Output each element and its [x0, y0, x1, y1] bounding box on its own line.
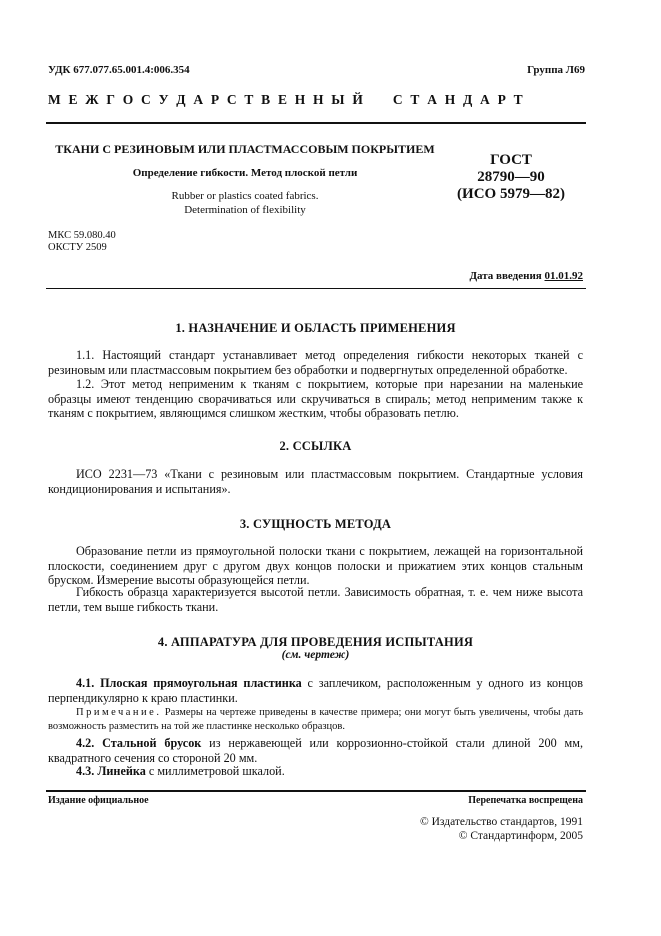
drawing-reference: (см. чертеж): [281, 649, 350, 661]
copyright-2005: © Стандартинформ, 2005: [458, 830, 583, 842]
section-1-paragraph-2: 1.2. Этот метод неприменим к тканям с покрытием, которые при нарезании на маленькие образцы имеют тенденцию сворачиваться или скручиваться в спираль; метод неприменим также к тканям с покрытием, являющимся слишком жестким, чтобы образовать петлю.: [48, 377, 583, 421]
introduction-date: [469, 270, 583, 282]
mks-code: МКС 59.080.40: [48, 230, 116, 241]
item-4-2-text: из нержавеющей или коррозионно-стойкой стали длиной 200 мм, квадратного сечения со стороной 20 мм.: [48, 736, 584, 765]
item-4-2: [48, 736, 583, 765]
copyright-1991: © Издательство стандартов, 1991: [419, 816, 583, 828]
udk-code: УДК 677.077.65.001.4:006.354: [48, 64, 190, 76]
standard-banner: М Е Ж Г О С У Д А Р С Т В Е Н Н Ы Й С Т А Н Д А Р Т: [48, 92, 525, 107]
section-2-title: 2. ССЫЛКА: [279, 439, 352, 453]
item-4-3-term: Линейка: [97, 764, 146, 778]
item-4-1-text: с заплечиком, расположенным у одного из концов перпендикулярно к краю пластинки.: [48, 676, 583, 705]
section-3-paragraph-2: Гибкость образца характеризуется высотой петли. Зависимость обратная, т. е. чем ниже высота петли, тем выше гибкость ткани.: [48, 585, 583, 614]
item-4-1-term: Плоская прямоугольная пластинка: [100, 676, 302, 690]
introduction-date-label: Дата введения: [469, 270, 542, 282]
section-3-paragraph-1: Образование петли из прямоугольной полоски ткани с покрытием, лежащей на горизонтальной плоскости, соединением друг с другом двух концов полоски и прижатием этих концов стальным бруском. Измерение высоты образующейся петли.: [48, 544, 583, 588]
item-4-2-number: 4.2.: [76, 736, 95, 750]
item-4-3: [48, 764, 583, 779]
note-label: Примечание.: [76, 707, 162, 718]
banner-rule: [46, 122, 586, 124]
section-4-title: 4. АППАРАТУРА ДЛЯ ПРОВЕДЕНИЯ ИСПЫТАНИЯ: [157, 635, 474, 649]
english-title-line1: Rubber or plastics coated fabrics.: [171, 190, 319, 202]
document-title: ТКАНИ С РЕЗИНОВЫМ ИЛИ ПЛАСТМАССОВЫМ ПОКРЫТИЕМ: [55, 142, 435, 156]
item-4-3-text: с миллиметровой шкалой.: [148, 764, 285, 778]
english-title-line2: Determination of flexibility: [184, 204, 306, 216]
note: [48, 706, 583, 733]
iso-number: (ИСО 5979—82): [457, 186, 565, 202]
section-1-paragraph-1: 1.1. Настоящий стандарт устанавливает метод определения гибкости некоторых тканей с резиновым или пластмассовым покрытием без обработки и подвергнутых определенной обработке.: [48, 348, 583, 377]
gost-label: ГОСТ: [490, 152, 532, 168]
introduction-date-value: 01.01.92: [544, 270, 583, 282]
footer-rule: [46, 790, 586, 792]
item-4-1: [48, 676, 583, 705]
item-4-1-number: 4.1.: [76, 676, 95, 690]
official-edition: Издание официальное: [48, 795, 149, 806]
item-4-3-number: 4.3.: [76, 764, 95, 778]
note-text: Размеры на чертеже приведены в качестве примера; они могут быть увеличены, чтобы дать возможность разместить на той же пластинке несколько образцов.: [48, 707, 584, 732]
item-4-2-term: Стальной брусок: [102, 736, 202, 750]
reprint-notice: Перепечатка воспрещена: [468, 795, 583, 806]
section-3-title: 3. СУЩНОСТЬ МЕТОДА: [239, 517, 392, 531]
document-subtitle: Определение гибкости. Метод плоской петли: [132, 167, 358, 179]
title-block-rule: [46, 288, 586, 289]
okstu-code: ОКСТУ 2509: [48, 242, 107, 253]
gost-number: 28790—90: [477, 169, 545, 185]
section-2-paragraph-1: ИСО 2231—73 «Ткани с резиновым или пластмассовым покрытием. Стандартные условия кондиционирования и испытания».: [48, 467, 583, 496]
group-code: Группа Л69: [527, 64, 585, 76]
section-1-title: 1. НАЗНАЧЕНИЕ И ОБЛАСТЬ ПРИМЕНЕНИЯ: [175, 321, 456, 335]
